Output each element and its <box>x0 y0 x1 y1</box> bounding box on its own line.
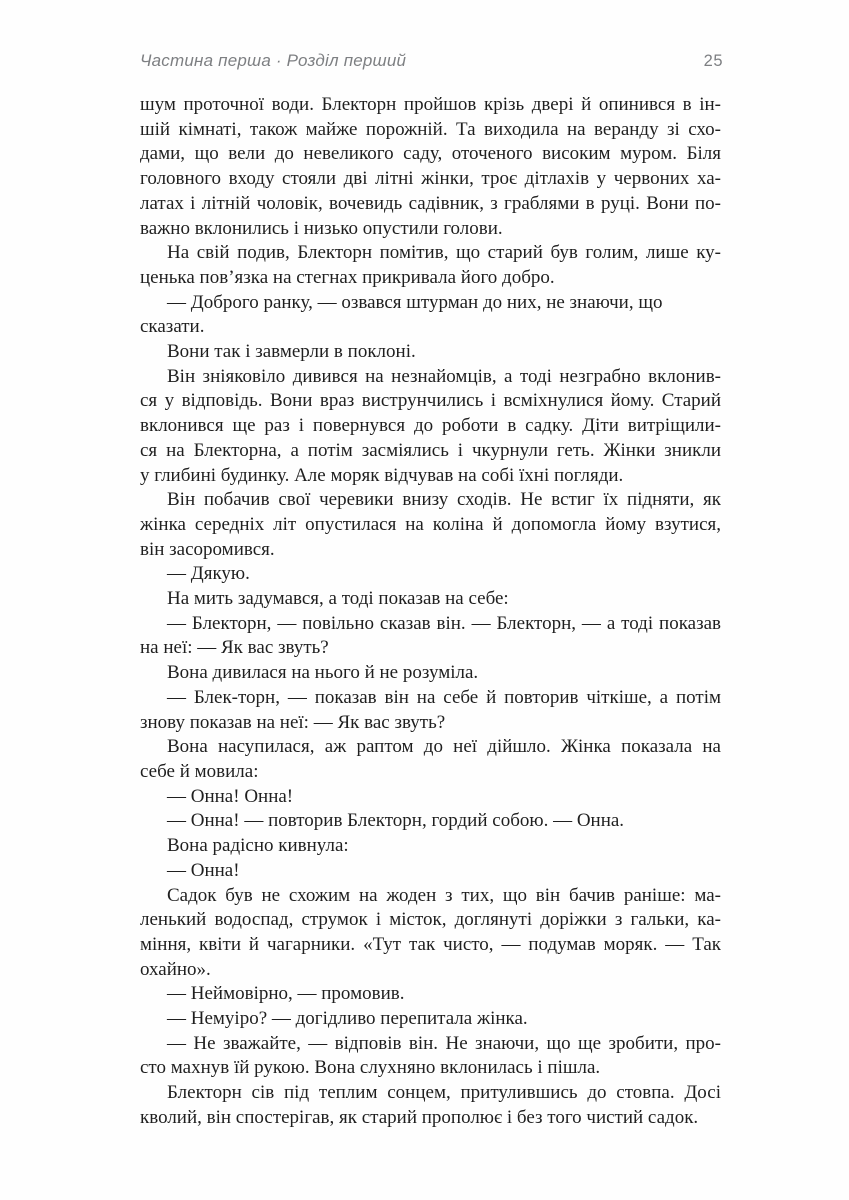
text-line: — Онна! — повторив Блекторн, гордий собою. — Онна. <box>167 810 625 832</box>
page-body <box>140 93 721 1131</box>
paragraph <box>140 809 721 834</box>
paragraph <box>140 488 721 562</box>
text-line: головного входу стояли дві літні жінки, троє дітлахів у червоних ха- <box>140 168 721 190</box>
text-line: сто махнув їй рукою. Вона слухняно вклонилась і пішла. <box>140 1057 601 1079</box>
paragraph <box>140 785 721 810</box>
text-line: латах і літній чоловік, вочевидь садівник, з граблями в руці. Вони по- <box>140 192 721 214</box>
text-line: На мить задумався, а тоді показав на себе: <box>167 588 509 610</box>
text-line: — Немуіро? — догідливо перепитала жінка. <box>167 1008 528 1030</box>
text-line: Вона дивилася на нього й не розуміла. <box>167 662 479 684</box>
text-line: жінка середніх літ опустилася на коліна й допомогла йому взутися, <box>140 513 721 535</box>
running-head <box>140 51 723 71</box>
text-line: Блекторн сів під теплим сонцем, притулившись до стовпа. Досі <box>167 1082 721 1104</box>
paragraph <box>140 1081 721 1130</box>
text-line: охайно». <box>140 958 211 980</box>
text-line: знову показав на неї: — Як вас звуть? <box>140 711 446 733</box>
text-line: ся на Блекторна, а потім засміялись і чкурнули геть. Жінки зникли <box>140 439 721 461</box>
paragraph <box>140 686 721 735</box>
text-line: — Блек-торн, — показав він на себе й повторив чіткіше, а потім <box>167 686 721 708</box>
text-line: Вони так і завмерли в поклоні. <box>167 341 416 363</box>
paragraph <box>140 1032 721 1081</box>
text-line: — Неймовірно, — промовив. <box>167 983 405 1005</box>
paragraph <box>140 1007 721 1032</box>
text-line: На свій подив, Блекторн помітив, що старий був голим, лише ку- <box>167 242 721 264</box>
text-line: він засоромився. <box>140 538 275 560</box>
text-line: — Дякую. <box>167 563 250 585</box>
paragraph <box>140 612 721 661</box>
text-line: Він зніяковіло дивився на незнайомців, а тоді незграбно вклонив- <box>167 365 721 387</box>
text-line: шум проточної води. Блекторн пройшов крізь двері й опинився в ін- <box>140 94 721 115</box>
text-line: кволий, він спостерігав, як старий прополює і без того чистий садок. <box>140 1106 699 1128</box>
text-line: міння, квіти й чагарники. «Тут так чисто, — подумав моряк. — Так <box>140 933 721 955</box>
text-line: ся у відповідь. Вони враз виструнчились і всміхнулися йому. Старий <box>140 390 721 412</box>
paragraph <box>140 241 721 290</box>
paragraph <box>140 859 721 884</box>
text-line: — Не зважайте, — відповів він. Не знаючи, що ще зробити, про- <box>167 1032 721 1054</box>
text-line: себе й мовила: <box>140 760 259 782</box>
text-line: — Блекторн, — повільно сказав він. — Блекторн, — а тоді показав <box>167 612 721 634</box>
paragraph <box>140 562 721 587</box>
text-line: вклонився ще раз і повернувся до роботи в садку. Діти витріщили- <box>140 415 721 437</box>
paragraph <box>140 291 721 340</box>
text-line: Вона насупилася, аж раптом до неї дійшло. Жінка показала на <box>167 736 721 758</box>
text-line: Вона радісно кивнула: <box>167 835 349 857</box>
text-line: — Онна! Онна! <box>167 785 294 807</box>
page-number: 25 <box>703 52 723 70</box>
paragraph <box>140 340 721 365</box>
paragraph <box>140 93 721 241</box>
text-line: дами, що вели до невеликого саду, оточеного високим муром. Біля <box>140 143 721 165</box>
paragraph <box>140 661 721 686</box>
text-line: Він побачив свої черевики внизу сходів. Не встиг їх підняти, як <box>167 489 721 511</box>
text-line: важно вклонились і низько опустили голови. <box>140 217 503 239</box>
paragraph <box>140 365 721 489</box>
text-line: на неї: — Як вас звуть? <box>140 637 329 659</box>
text-line: ценька пов’язка на стегнах прикривала його добро. <box>140 266 555 288</box>
paragraph <box>140 884 721 983</box>
paragraph <box>140 587 721 612</box>
text-line: — Доброго ранку, — озвався штурман до них, не знаючи, що сказати. <box>140 291 663 338</box>
text-line: шій кімнаті, також майже порожній. Та виходила на веранду зі схо- <box>140 118 721 140</box>
paragraph <box>140 982 721 1007</box>
paragraph <box>140 834 721 859</box>
text-line: ленький водоспад, струмок і місток, доглянуті доріжки з гальки, ка- <box>140 909 721 931</box>
text-line: Садок був не схожим на жоден з тих, що він бачив раніше: ма- <box>167 884 721 906</box>
running-title: Частина перша · Розділ перший <box>140 51 407 70</box>
paragraph <box>140 735 721 784</box>
text-line: — Онна! <box>167 859 240 881</box>
text-line: у глибині будинку. Але моряк відчував на собі їхні погляди. <box>140 464 624 486</box>
